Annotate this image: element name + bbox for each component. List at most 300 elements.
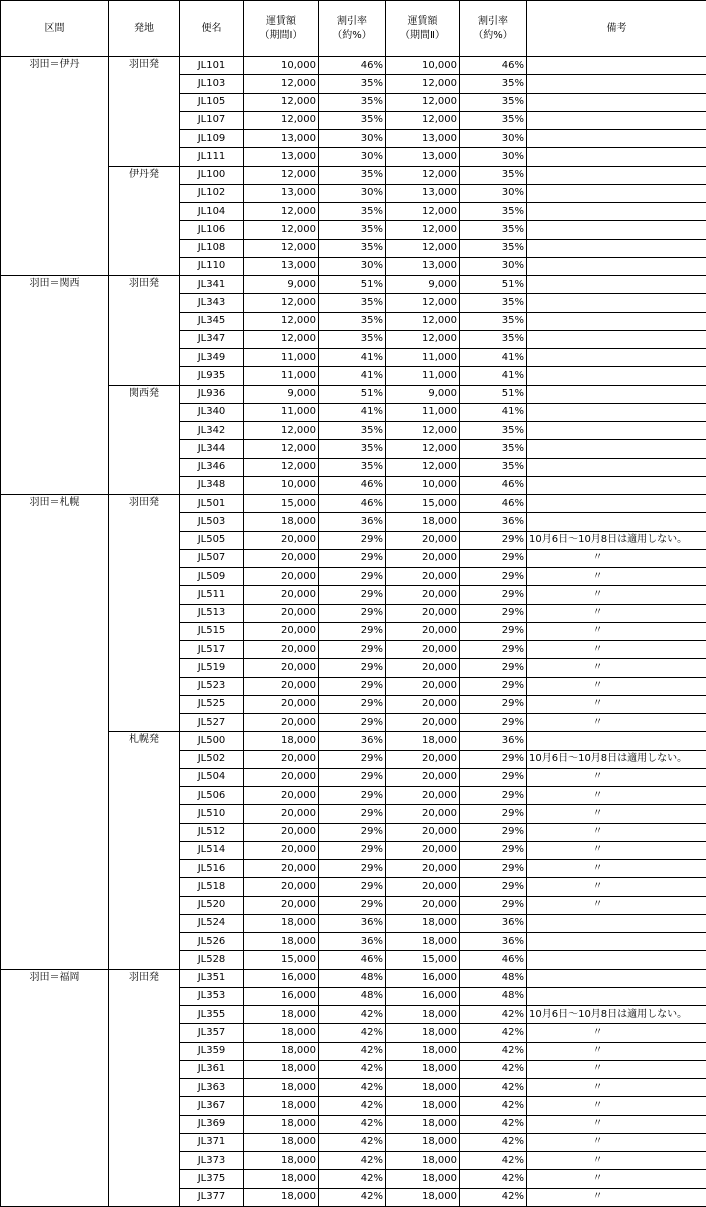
note-cell: 〃 [527,805,706,823]
flight-number-cell: JL343 [180,294,244,312]
fare-period-2-cell: 16,000 [386,987,460,1005]
flight-number-cell: JL111 [180,148,244,166]
discount-rate-1-cell: 29% [319,622,386,640]
note-cell [527,349,706,367]
discount-rate-2-cell: 35% [460,294,527,312]
note-cell: 〃 [527,659,706,677]
fare-period-1-cell: 12,000 [244,458,319,476]
fare-period-1-cell: 18,000 [244,1024,319,1042]
discount-rate-2-cell: 35% [460,458,527,476]
discount-rate-2-cell: 35% [460,203,527,221]
fare-period-2-cell: 12,000 [386,93,460,111]
note-cell [527,330,706,348]
discount-rate-1-cell: 42% [319,1042,386,1060]
fare-period-1-cell: 20,000 [244,787,319,805]
table-row [1,495,706,513]
fare-period-2-cell: 20,000 [386,878,460,896]
note-cell: 〃 [527,677,706,695]
flight-number-cell: JL103 [180,75,244,93]
discount-rate-1-cell: 36% [319,513,386,531]
note-cell: 〃 [527,549,706,567]
fare-period-2-cell: 20,000 [386,695,460,713]
fare-period-1-cell: 18,000 [244,1097,319,1115]
fare-period-2-cell: 9,000 [386,276,460,294]
note-cell [527,57,706,75]
fare-period-1-cell: 16,000 [244,987,319,1005]
discount-rate-1-cell: 42% [319,1188,386,1206]
flight-number-cell: JL501 [180,495,244,513]
discount-rate-1-cell: 35% [319,239,386,257]
flight-number-cell: JL525 [180,695,244,713]
route-cell: 羽田＝福岡 [1,969,109,1206]
discount-rate-2-cell: 35% [460,422,527,440]
discount-rate-2-cell: 29% [460,604,527,622]
discount-rate-1-cell: 29% [319,568,386,586]
fare-period-1-cell: 13,000 [244,130,319,148]
header-fare-period-2-line2: （期間Ⅱ） [400,30,445,41]
fare-period-2-cell: 12,000 [386,166,460,184]
discount-rate-2-cell: 29% [460,860,527,878]
note-cell: 〃 [527,787,706,805]
discount-rate-1-cell: 29% [319,586,386,604]
discount-rate-2-cell: 30% [460,148,527,166]
discount-rate-1-cell: 35% [319,166,386,184]
fare-period-1-cell: 12,000 [244,203,319,221]
flight-number-cell: JL523 [180,677,244,695]
discount-rate-1-cell: 29% [319,878,386,896]
fare-period-2-cell: 20,000 [386,586,460,604]
note-cell [527,422,706,440]
discount-rate-1-cell: 35% [319,111,386,129]
flight-number-cell: JL515 [180,622,244,640]
discount-rate-2-cell: 29% [460,641,527,659]
note-cell [527,476,706,494]
fare-period-1-cell: 20,000 [244,604,319,622]
discount-rate-1-cell: 29% [319,677,386,695]
discount-rate-2-cell: 46% [460,951,527,969]
fare-period-1-cell: 15,000 [244,495,319,513]
note-cell [527,239,706,257]
fare-period-2-cell: 12,000 [386,75,460,93]
fare-period-1-cell: 18,000 [244,1042,319,1060]
fare-period-1-cell: 18,000 [244,1079,319,1097]
discount-rate-1-cell: 36% [319,732,386,750]
flight-number-cell: JL369 [180,1115,244,1133]
discount-rate-1-cell: 36% [319,933,386,951]
note-cell [527,148,706,166]
fare-period-1-cell: 12,000 [244,294,319,312]
table-body [1,57,706,1207]
fare-period-2-cell: 20,000 [386,568,460,586]
note-cell [527,513,706,531]
discount-rate-1-cell: 35% [319,93,386,111]
flight-number-cell: JL101 [180,57,244,75]
fare-period-2-cell: 18,000 [386,1097,460,1115]
fare-period-2-cell: 20,000 [386,622,460,640]
fare-period-1-cell: 20,000 [244,531,319,549]
note-cell: 〃 [527,1097,706,1115]
flight-number-cell: JL102 [180,184,244,202]
fare-period-1-cell: 12,000 [244,93,319,111]
flight-number-cell: JL355 [180,1006,244,1024]
discount-rate-1-cell: 35% [319,458,386,476]
fare-period-2-cell: 10,000 [386,476,460,494]
discount-rate-2-cell: 35% [460,312,527,330]
header-row [1,1,706,57]
fare-period-1-cell: 12,000 [244,239,319,257]
table-row [1,276,706,294]
flight-number-cell: JL367 [180,1097,244,1115]
fare-period-2-cell: 12,000 [386,111,460,129]
flight-number-cell: JL105 [180,93,244,111]
note-cell: 〃 [527,768,706,786]
fare-period-1-cell: 20,000 [244,659,319,677]
flight-number-cell: JL106 [180,221,244,239]
fare-period-2-cell: 18,000 [386,1042,460,1060]
flight-number-cell: JL528 [180,951,244,969]
discount-rate-2-cell: 29% [460,622,527,640]
header-discount-rate-1-line1: 割引率 [337,16,367,27]
discount-rate-1-cell: 29% [319,714,386,732]
note-cell [527,166,706,184]
fare-period-1-cell: 20,000 [244,695,319,713]
header-discount-rate-2-line2: （約%） [473,30,513,41]
discount-rate-2-cell: 29% [460,841,527,859]
fare-period-1-cell: 12,000 [244,75,319,93]
fare-period-2-cell: 12,000 [386,458,460,476]
fare-period-1-cell: 18,000 [244,513,319,531]
note-cell: 〃 [527,604,706,622]
fare-period-2-cell: 12,000 [386,239,460,257]
origin-cell: 羽田発 [109,57,180,167]
fare-period-2-cell: 20,000 [386,805,460,823]
fare-period-2-cell: 15,000 [386,495,460,513]
discount-rate-1-cell: 29% [319,841,386,859]
note-cell: 〃 [527,841,706,859]
flight-number-cell: JL500 [180,732,244,750]
origin-cell: 関西発 [109,385,180,495]
discount-rate-2-cell: 42% [460,1097,527,1115]
fare-period-2-cell: 18,000 [386,1170,460,1188]
discount-rate-2-cell: 30% [460,184,527,202]
fare-period-1-cell: 20,000 [244,841,319,859]
table-row [1,57,706,75]
flight-number-cell: JL340 [180,403,244,421]
fare-period-2-cell: 13,000 [386,148,460,166]
fare-period-2-cell: 10,000 [386,57,460,75]
discount-rate-2-cell: 42% [460,1152,527,1170]
discount-rate-1-cell: 35% [319,440,386,458]
fare-period-2-cell: 20,000 [386,768,460,786]
note-cell: 〃 [527,878,706,896]
note-cell: 〃 [527,695,706,713]
header-fare-period-1-line1: 運賃額 [266,16,296,27]
header-flight: 便名 [180,1,244,57]
note-cell [527,93,706,111]
discount-rate-2-cell: 41% [460,367,527,385]
fare-period-1-cell: 20,000 [244,641,319,659]
note-cell [527,111,706,129]
fare-period-2-cell: 11,000 [386,403,460,421]
note-cell: 10月6日～10月8日は適用しない。 [527,531,706,549]
note-cell: 10月6日～10月8日は適用しない。 [527,1006,706,1024]
discount-rate-2-cell: 48% [460,987,527,1005]
flight-number-cell: JL357 [180,1024,244,1042]
fare-period-2-cell: 20,000 [386,604,460,622]
fare-period-1-cell: 20,000 [244,714,319,732]
discount-rate-2-cell: 30% [460,130,527,148]
discount-rate-2-cell: 29% [460,896,527,914]
fare-period-1-cell: 12,000 [244,330,319,348]
fare-period-1-cell: 18,000 [244,1060,319,1078]
fare-period-2-cell: 18,000 [386,513,460,531]
discount-rate-1-cell: 35% [319,221,386,239]
discount-rate-2-cell: 46% [460,495,527,513]
header-fare-period-1-line2: （期間Ⅰ） [260,30,303,41]
discount-rate-1-cell: 29% [319,641,386,659]
discount-rate-2-cell: 29% [460,677,527,695]
fare-period-2-cell: 18,000 [386,914,460,932]
note-cell [527,75,706,93]
discount-rate-2-cell: 35% [460,330,527,348]
origin-cell: 伊丹発 [109,166,180,276]
note-cell [527,951,706,969]
note-cell [527,987,706,1005]
discount-rate-2-cell: 29% [460,531,527,549]
fare-period-1-cell: 20,000 [244,768,319,786]
flight-number-cell: JL371 [180,1133,244,1151]
flight-number-cell: JL505 [180,531,244,549]
note-cell [527,221,706,239]
discount-rate-2-cell: 29% [460,586,527,604]
fare-period-1-cell: 20,000 [244,878,319,896]
note-cell [527,184,706,202]
fare-period-2-cell: 13,000 [386,130,460,148]
fare-period-2-cell: 18,000 [386,1152,460,1170]
note-cell: 〃 [527,622,706,640]
fare-period-1-cell: 18,000 [244,933,319,951]
note-cell: 〃 [527,1060,706,1078]
flight-number-cell: JL507 [180,549,244,567]
note-cell [527,440,706,458]
discount-rate-2-cell: 36% [460,914,527,932]
fare-period-2-cell: 18,000 [386,1060,460,1078]
discount-rate-2-cell: 35% [460,239,527,257]
note-cell: 〃 [527,1115,706,1133]
discount-rate-1-cell: 35% [319,330,386,348]
fare-period-2-cell: 20,000 [386,677,460,695]
header-note: 備考 [527,1,706,57]
table-header [1,1,706,57]
discount-rate-2-cell: 41% [460,349,527,367]
discount-rate-1-cell: 51% [319,385,386,403]
flight-number-cell: JL353 [180,987,244,1005]
note-cell [527,933,706,951]
fare-period-1-cell: 12,000 [244,221,319,239]
flight-number-cell: JL520 [180,896,244,914]
fare-period-2-cell: 20,000 [386,860,460,878]
flight-number-cell: JL100 [180,166,244,184]
flight-number-cell: JL512 [180,823,244,841]
flight-number-cell: JL518 [180,878,244,896]
note-cell: 〃 [527,1152,706,1170]
fare-period-1-cell: 10,000 [244,476,319,494]
discount-rate-2-cell: 42% [460,1079,527,1097]
flight-number-cell: JL346 [180,458,244,476]
flight-number-cell: JL510 [180,805,244,823]
discount-rate-2-cell: 29% [460,714,527,732]
flight-number-cell: JL349 [180,349,244,367]
discount-rate-1-cell: 29% [319,896,386,914]
flight-number-cell: JL341 [180,276,244,294]
discount-rate-1-cell: 29% [319,823,386,841]
fare-period-1-cell: 20,000 [244,586,319,604]
fare-period-2-cell: 11,000 [386,349,460,367]
flight-number-cell: JL348 [180,476,244,494]
fare-period-2-cell: 20,000 [386,714,460,732]
fare-period-1-cell: 10,000 [244,57,319,75]
fare-period-2-cell: 18,000 [386,1188,460,1206]
flight-number-cell: JL526 [180,933,244,951]
fare-period-2-cell: 9,000 [386,385,460,403]
flight-number-cell: JL936 [180,385,244,403]
table-row [1,969,706,987]
discount-rate-1-cell: 41% [319,403,386,421]
fare-period-2-cell: 20,000 [386,823,460,841]
discount-rate-2-cell: 35% [460,75,527,93]
discount-rate-1-cell: 35% [319,294,386,312]
fare-period-2-cell: 12,000 [386,203,460,221]
discount-rate-1-cell: 46% [319,57,386,75]
discount-rate-1-cell: 29% [319,750,386,768]
fare-period-1-cell: 11,000 [244,403,319,421]
fare-period-2-cell: 18,000 [386,732,460,750]
note-cell [527,257,706,275]
flight-number-cell: JL935 [180,367,244,385]
note-cell [527,403,706,421]
origin-cell: 羽田発 [109,969,180,1206]
discount-rate-2-cell: 51% [460,385,527,403]
fare-period-1-cell: 11,000 [244,367,319,385]
note-cell [527,495,706,513]
note-cell: 〃 [527,1042,706,1060]
flight-number-cell: JL344 [180,440,244,458]
fare-period-2-cell: 20,000 [386,750,460,768]
discount-rate-1-cell: 29% [319,805,386,823]
discount-rate-1-cell: 48% [319,969,386,987]
discount-rate-1-cell: 42% [319,1006,386,1024]
fare-period-1-cell: 20,000 [244,622,319,640]
note-cell [527,312,706,330]
header-fare-period-2-line1: 運賃額 [408,16,438,27]
flight-number-cell: JL503 [180,513,244,531]
discount-rate-2-cell: 42% [460,1060,527,1078]
route-cell: 羽田＝伊丹 [1,57,109,276]
flight-number-cell: JL373 [180,1152,244,1170]
flight-number-cell: JL516 [180,860,244,878]
fare-period-2-cell: 20,000 [386,531,460,549]
discount-rate-2-cell: 35% [460,440,527,458]
discount-rate-2-cell: 30% [460,257,527,275]
flight-number-cell: JL363 [180,1079,244,1097]
note-cell: 〃 [527,823,706,841]
discount-rate-2-cell: 42% [460,1170,527,1188]
note-cell: 〃 [527,896,706,914]
discount-rate-2-cell: 48% [460,969,527,987]
discount-rate-1-cell: 42% [319,1097,386,1115]
discount-rate-1-cell: 42% [319,1079,386,1097]
fare-period-2-cell: 12,000 [386,330,460,348]
header-discount-rate-1-line2: （約%） [332,30,372,41]
discount-rate-2-cell: 46% [460,476,527,494]
flight-number-cell: JL527 [180,714,244,732]
fare-period-2-cell: 20,000 [386,787,460,805]
note-cell [527,385,706,403]
discount-rate-1-cell: 36% [319,914,386,932]
note-cell [527,914,706,932]
flight-number-cell: JL375 [180,1170,244,1188]
discount-rate-1-cell: 46% [319,951,386,969]
note-cell: 〃 [527,1133,706,1151]
fare-period-1-cell: 20,000 [244,805,319,823]
discount-rate-1-cell: 42% [319,1133,386,1151]
fare-period-1-cell: 13,000 [244,184,319,202]
fare-period-1-cell: 13,000 [244,257,319,275]
fare-period-2-cell: 18,000 [386,1006,460,1024]
discount-rate-1-cell: 30% [319,184,386,202]
note-cell: 〃 [527,1079,706,1097]
discount-rate-1-cell: 35% [319,75,386,93]
fare-period-2-cell: 18,000 [386,933,460,951]
fare-period-2-cell: 20,000 [386,841,460,859]
discount-rate-2-cell: 46% [460,57,527,75]
discount-rate-2-cell: 29% [460,750,527,768]
discount-rate-1-cell: 29% [319,549,386,567]
fare-period-2-cell: 12,000 [386,422,460,440]
discount-rate-1-cell: 42% [319,1115,386,1133]
discount-rate-2-cell: 36% [460,732,527,750]
discount-rate-1-cell: 35% [319,203,386,221]
fare-period-2-cell: 18,000 [386,1133,460,1151]
route-cell: 羽田＝関西 [1,276,109,495]
discount-rate-2-cell: 29% [460,823,527,841]
discount-rate-1-cell: 41% [319,367,386,385]
flight-number-cell: JL377 [180,1188,244,1206]
header-route: 区間 [1,1,109,57]
fare-period-1-cell: 20,000 [244,823,319,841]
discount-rate-1-cell: 29% [319,860,386,878]
flight-number-cell: JL342 [180,422,244,440]
fare-period-1-cell: 12,000 [244,111,319,129]
note-cell [527,203,706,221]
note-cell: 〃 [527,1188,706,1206]
discount-rate-1-cell: 30% [319,257,386,275]
fare-period-1-cell: 18,000 [244,732,319,750]
note-cell [527,732,706,750]
discount-rate-1-cell: 41% [319,349,386,367]
discount-rate-2-cell: 35% [460,166,527,184]
flight-number-cell: JL502 [180,750,244,768]
origin-cell: 札幌発 [109,732,180,969]
fare-period-2-cell: 13,000 [386,257,460,275]
note-cell [527,969,706,987]
flight-number-cell: JL109 [180,130,244,148]
fare-period-1-cell: 20,000 [244,549,319,567]
fare-period-1-cell: 12,000 [244,166,319,184]
discount-rate-2-cell: 51% [460,276,527,294]
discount-rate-2-cell: 42% [460,1188,527,1206]
flight-number-cell: JL504 [180,768,244,786]
